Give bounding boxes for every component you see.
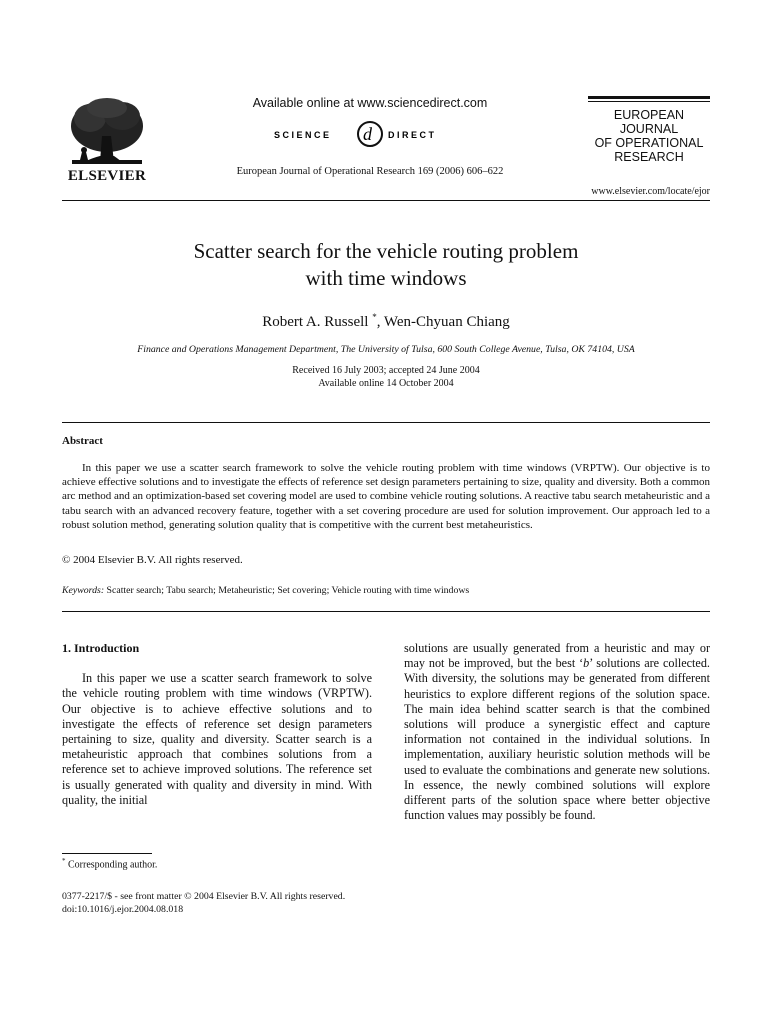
publisher-name: ELSEVIER xyxy=(67,168,147,184)
sd-left-text: SCIENCE xyxy=(274,130,332,140)
journal-citation: European Journal of Operational Research 169 (2006) 606–622 xyxy=(236,166,504,177)
keywords-text: Scatter search; Tabu search; Metaheuristic; Set covering; Vehicle routing with time windows xyxy=(104,585,470,596)
title-line-2: with time windows xyxy=(305,266,467,290)
sd-d-glyph: d xyxy=(363,124,372,144)
journal-url: www.elsevier.com/locate/ejor xyxy=(591,186,710,197)
available-date: Available online 14 October 2004 xyxy=(318,378,454,389)
author-2: , Wen-Chyuan Chiang xyxy=(376,314,510,330)
intro-paragraph-right-a: solutions are usually generated from a heuristic and may or may not be improved, but the best ‘ xyxy=(404,641,710,671)
sd-right-text: DIRECT xyxy=(388,130,437,140)
doi: doi:10.1016/j.ejor.2004.08.018 xyxy=(62,904,184,915)
abstract-copyright: © 2004 Elsevier B.V. All rights reserved. xyxy=(62,554,243,566)
ejor-line: RESEARCH xyxy=(614,150,684,164)
abstract-body: In this paper we use a scatter search framework to solve the vehicle routing problem with time windows (VRPTW). Our objective is to achieve effective solutions and to investigate the effects of reference set design parameters pertaining to size, quality and diversity. Both a common arc method and an optimization-based set covering model are used to combine vehicle routing solutions. A reactive tabu search metaheuristic and a tabu search with an advanced recovery feature, together with a set covering procedure are used for solution improvement. Our approach led to a robust solution method, generating solution quality that is competitive with the current best metaheuristics. xyxy=(62,462,710,531)
title-line-1: Scatter search for the vehicle routing problem xyxy=(193,239,579,263)
ejor-line: JOURNAL xyxy=(619,122,679,136)
received-date: Received 16 July 2003; accepted 24 June 2004 xyxy=(292,365,480,376)
footnote-rule xyxy=(62,853,152,854)
keywords-label: Keywords: xyxy=(62,585,105,596)
ejor-masthead xyxy=(588,96,710,164)
section-heading: 1. Introduction xyxy=(62,641,140,655)
abstract-heading: Abstract xyxy=(62,435,103,447)
ejor-line: EUROPEAN xyxy=(613,108,685,122)
front-matter-line-1: 0377-2217/$ - see front matter © 2004 Elsevier B.V. All rights reserved. xyxy=(62,891,346,902)
affiliation: Finance and Operations Management Department, The University of Tulsa, 600 South College Avenue, Tulsa, OK 74104, USA xyxy=(137,344,635,355)
footnote-mark: * xyxy=(62,857,66,865)
authors xyxy=(62,312,710,331)
left-column xyxy=(62,641,372,808)
corresponding-author-mark: * xyxy=(372,312,377,322)
intro-paragraph-right-b: ’ solutions are collected. With diversity, the solutions may be generated from different heuristics to explore different regions of the solution space. The main idea behind scatter search is that the combined solutions will produce a synergistic effect and capture information not contained in the individual solutions. In implementation, auxiliary heuristic solution methods will be used to evaluate the combinations and generate new solutions. In essence, the newly combined solutions will explore different parts of the solution space where better objective function values may possibly be found. xyxy=(404,656,710,823)
ejor-title xyxy=(588,108,710,164)
abstract-bottom-rule xyxy=(62,611,710,612)
intro-paragraph-left: In this paper we use a scatter search framework to solve the vehicle routing problem with time windows (VRPTW). Our objective is to achieve effective solutions and to investigate the effects of reference set design parameters pertaining to size, quality and diversity. Scatter search is a metaheuristic approach that combines solutions from a reference set to achieve improved solutions. The reference set is usually generated with quality and diversity in mind. With quality, the initial xyxy=(62,671,372,807)
b-variable: b xyxy=(583,656,590,671)
masthead-rule xyxy=(588,96,710,99)
ejor-line: OF OPERATIONAL xyxy=(594,136,704,150)
header-rule xyxy=(62,200,710,201)
footnote-text: Corresponding author. xyxy=(65,859,158,871)
footnote xyxy=(62,857,157,870)
paper-title xyxy=(62,238,710,292)
right-column xyxy=(404,641,710,823)
keywords xyxy=(62,585,710,596)
front-matter xyxy=(62,890,345,916)
available-online-text: Available online at www.sciencedirect.com xyxy=(252,96,488,110)
author-1: Robert A. Russell xyxy=(262,314,369,330)
sciencedirect-wordmark xyxy=(270,116,470,152)
abstract-top-rule xyxy=(62,422,710,423)
masthead-rule xyxy=(588,101,710,102)
article-dates xyxy=(62,364,710,390)
